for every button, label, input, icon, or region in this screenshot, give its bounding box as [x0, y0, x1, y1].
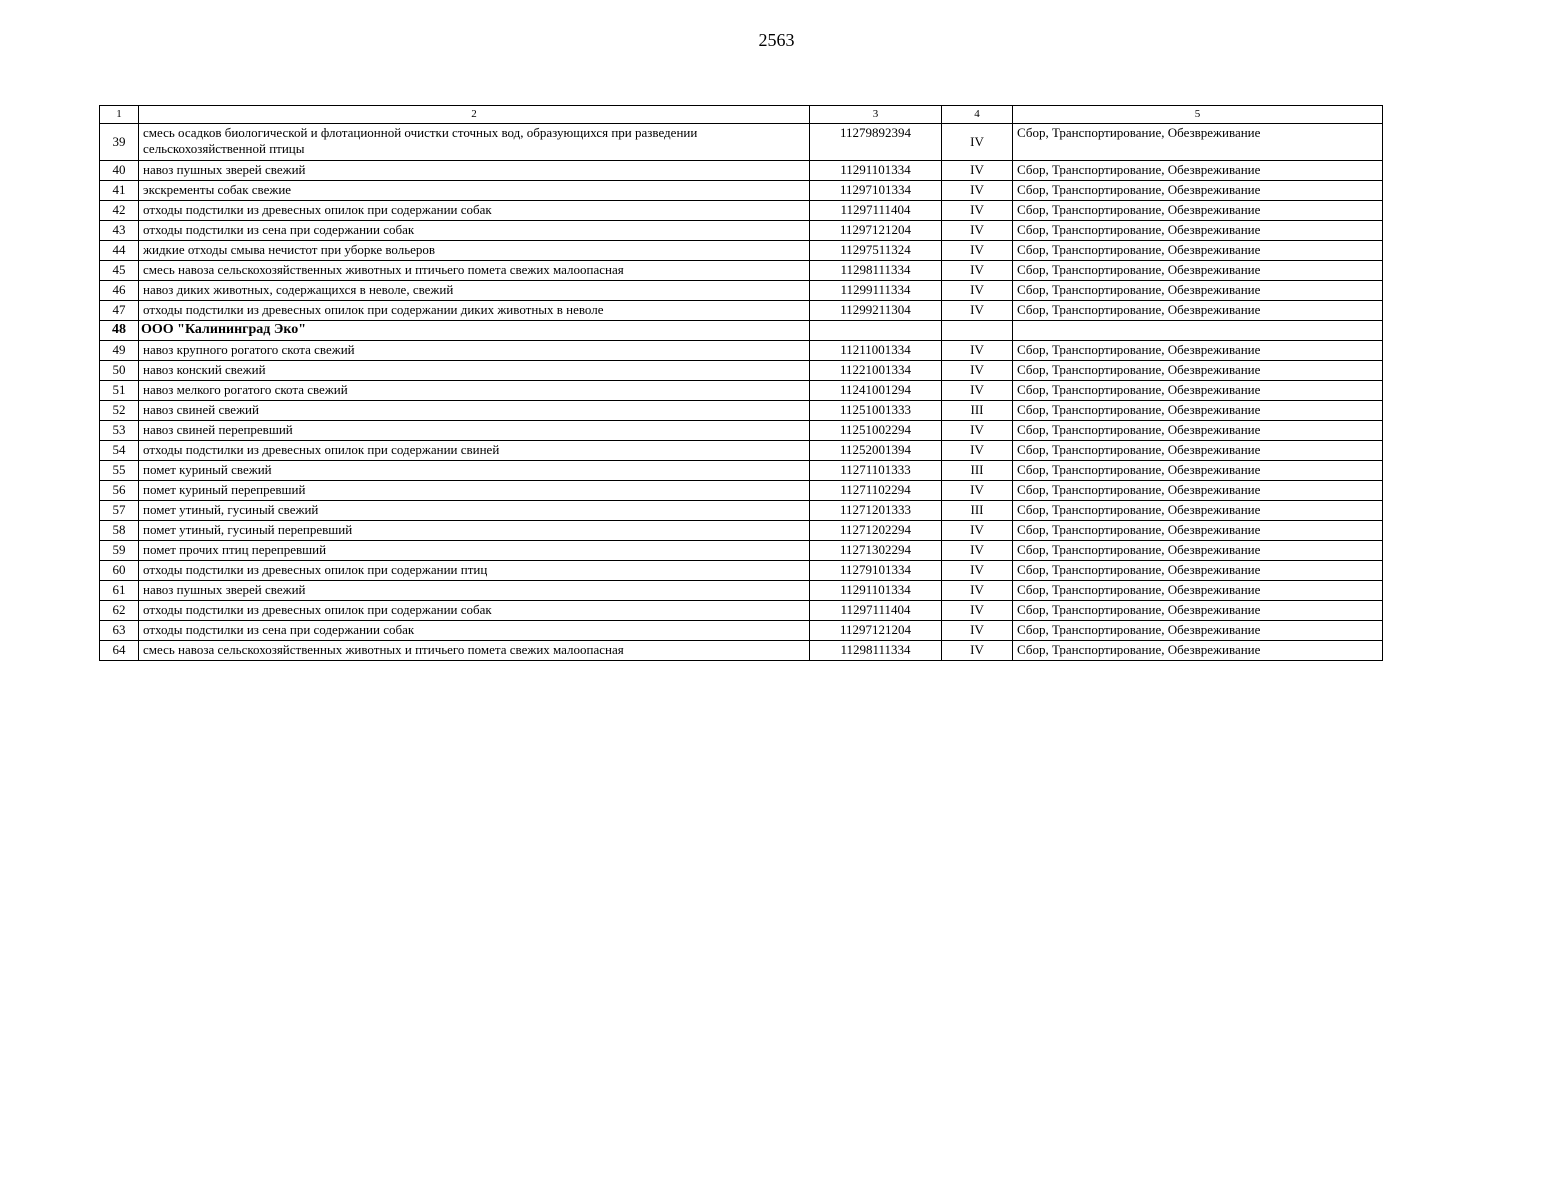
hazard-class-cell: III — [942, 501, 1013, 521]
row-number-cell: 45 — [100, 261, 139, 281]
hazard-class-cell: IV — [942, 581, 1013, 601]
table-row — [100, 561, 1383, 581]
hazard-class-cell: IV — [942, 381, 1013, 401]
row-number-cell: 44 — [100, 241, 139, 261]
waste-name-cell: отходы подстилки из древесных опилок при содержании собак — [139, 601, 810, 621]
fkko-code-cell: 11279101334 — [810, 561, 942, 581]
fkko-code-cell: 11251002294 — [810, 421, 942, 441]
table-row — [100, 161, 1383, 181]
operations-cell: Сбор, Транспортирование, Обезвреживание — [1013, 401, 1383, 421]
row-number-cell: 46 — [100, 281, 139, 301]
table-row — [100, 401, 1383, 421]
table-row — [100, 461, 1383, 481]
waste-name-cell: навоз конский свежий — [139, 361, 810, 381]
waste-name-cell: навоз свиней перепревший — [139, 421, 810, 441]
waste-name-cell: помет прочих птиц перепревший — [139, 541, 810, 561]
hazard-class-cell: IV — [942, 521, 1013, 541]
waste-name-cell: отходы подстилки из сена при содержании собак — [139, 621, 810, 641]
row-number-cell: 64 — [100, 641, 139, 661]
fkko-code-cell: 11271101333 — [810, 461, 942, 481]
table-body — [100, 106, 1383, 661]
operations-cell: Сбор, Транспортирование, Обезвреживание — [1013, 481, 1383, 501]
table-row — [100, 181, 1383, 201]
hazard-class-cell — [942, 321, 1013, 341]
fkko-code-cell: 11241001294 — [810, 381, 942, 401]
fkko-code-cell: 11297121204 — [810, 621, 942, 641]
fkko-code-cell — [810, 321, 942, 341]
hazard-class-cell: IV — [942, 301, 1013, 321]
row-number-cell: 39 — [100, 124, 139, 161]
waste-name-cell: помет утиный, гусиный свежий — [139, 501, 810, 521]
hazard-class-cell: IV — [942, 481, 1013, 501]
row-number-cell: 59 — [100, 541, 139, 561]
table-row — [100, 621, 1383, 641]
hazard-class-cell: IV — [942, 541, 1013, 561]
row-number-cell: 42 — [100, 201, 139, 221]
row-number-cell: 49 — [100, 341, 139, 361]
waste-name-cell: экскременты собак свежие — [139, 181, 810, 201]
hazard-class-cell: IV — [942, 201, 1013, 221]
row-number-cell: 50 — [100, 361, 139, 381]
operations-cell: Сбор, Транспортирование, Обезвреживание — [1013, 381, 1383, 401]
fkko-code-cell: 11297111404 — [810, 201, 942, 221]
fkko-code-cell: 11252001394 — [810, 441, 942, 461]
fkko-code-cell: 11271102294 — [810, 481, 942, 501]
page-number: 2563 — [758, 30, 795, 50]
fkko-code-cell: 11251001333 — [810, 401, 942, 421]
waste-name-cell: жидкие отходы смыва нечистот при уборке вольеров — [139, 241, 810, 261]
fkko-code-cell: 11271201333 — [810, 501, 942, 521]
fkko-code-cell: 11271302294 — [810, 541, 942, 561]
table-row — [100, 261, 1383, 281]
row-number-cell: 62 — [100, 601, 139, 621]
waste-name-cell: навоз мелкого рогатого скота свежий — [139, 381, 810, 401]
operations-cell: Сбор, Транспортирование, Обезвреживание — [1013, 441, 1383, 461]
operations-cell: Сбор, Транспортирование, Обезвреживание — [1013, 241, 1383, 261]
hazard-class-cell: IV — [942, 241, 1013, 261]
row-number-cell: 56 — [100, 481, 139, 501]
table-row — [100, 361, 1383, 381]
row-number-cell: 51 — [100, 381, 139, 401]
waste-name-cell: отходы подстилки из сена при содержании собак — [139, 221, 810, 241]
fkko-code-cell: 11271202294 — [810, 521, 942, 541]
table-row — [100, 601, 1383, 621]
operations-cell: Сбор, Транспортирование, Обезвреживание — [1013, 541, 1383, 561]
hazard-class-cell: IV — [942, 621, 1013, 641]
operations-cell: Сбор, Транспортирование, Обезвреживание — [1013, 181, 1383, 201]
row-number-cell: 60 — [100, 561, 139, 581]
hazard-class-cell: IV — [942, 561, 1013, 581]
waste-name-cell: ООО "Калининград Эко" — [139, 321, 810, 341]
waste-name-cell: отходы подстилки из древесных опилок при содержании свиней — [139, 441, 810, 461]
hazard-class-cell: IV — [942, 601, 1013, 621]
waste-table — [99, 105, 1383, 661]
fkko-code-cell: 11297101334 — [810, 181, 942, 201]
hazard-class-cell: IV — [942, 124, 1013, 161]
operations-cell: Сбор, Транспортирование, Обезвреживание — [1013, 281, 1383, 301]
fkko-code-cell: 11291101334 — [810, 581, 942, 601]
operations-cell: Сбор, Транспортирование, Обезвреживание — [1013, 521, 1383, 541]
waste-name-cell: навоз пушных зверей свежий — [139, 581, 810, 601]
row-number-cell: 54 — [100, 441, 139, 461]
operations-cell: Сбор, Транспортирование, Обезвреживание — [1013, 561, 1383, 581]
waste-name-cell: навоз крупного рогатого скота свежий — [139, 341, 810, 361]
fkko-code-cell: 11291101334 — [810, 161, 942, 181]
operations-cell: Сбор, Транспортирование, Обезвреживание — [1013, 621, 1383, 641]
fkko-code-cell: 11298111334 — [810, 641, 942, 661]
fkko-code-cell: 11297111404 — [810, 601, 942, 621]
waste-name-cell: навоз пушных зверей свежий — [139, 161, 810, 181]
hazard-class-cell: IV — [942, 361, 1013, 381]
table-row — [100, 441, 1383, 461]
hazard-class-cell: IV — [942, 221, 1013, 241]
table-row — [100, 421, 1383, 441]
column-header-1: 1 — [100, 106, 139, 124]
table-row — [100, 641, 1383, 661]
fkko-code-cell: 11297511324 — [810, 241, 942, 261]
hazard-class-cell: IV — [942, 341, 1013, 361]
waste-name-cell: навоз диких животных, содержащихся в неволе, свежий — [139, 281, 810, 301]
row-number-cell: 43 — [100, 221, 139, 241]
row-number-cell: 57 — [100, 501, 139, 521]
operations-cell: Сбор, Транспортирование, Обезвреживание — [1013, 601, 1383, 621]
table-row — [100, 581, 1383, 601]
hazard-class-cell: III — [942, 401, 1013, 421]
waste-name-cell: отходы подстилки из древесных опилок при содержании диких животных в неволе — [139, 301, 810, 321]
hazard-class-cell: III — [942, 461, 1013, 481]
organization-row — [100, 321, 1383, 341]
operations-cell: Сбор, Транспортирование, Обезвреживание — [1013, 461, 1383, 481]
table-row — [100, 124, 1383, 161]
operations-cell: Сбор, Транспортирование, Обезвреживание — [1013, 124, 1383, 161]
hazard-class-cell: IV — [942, 281, 1013, 301]
table-row — [100, 341, 1383, 361]
waste-name-cell: навоз свиней свежий — [139, 401, 810, 421]
table-row — [100, 241, 1383, 261]
row-number-cell: 52 — [100, 401, 139, 421]
fkko-code-cell: 11298111334 — [810, 261, 942, 281]
table-row — [100, 201, 1383, 221]
table-row — [100, 301, 1383, 321]
row-number-cell: 41 — [100, 181, 139, 201]
table-row — [100, 541, 1383, 561]
row-number-cell: 58 — [100, 521, 139, 541]
waste-name-cell: смесь осадков биологической и флотационной очистки сточных вод, образующихся при разведении сельскохозяйственной птицы — [139, 124, 810, 161]
waste-name-cell: смесь навоза сельскохозяйственных животных и птичьего помета свежих малоопасная — [139, 261, 810, 281]
table-row — [100, 501, 1383, 521]
hazard-class-cell: IV — [942, 261, 1013, 281]
operations-cell: Сбор, Транспортирование, Обезвреживание — [1013, 341, 1383, 361]
operations-cell: Сбор, Транспортирование, Обезвреживание — [1013, 421, 1383, 441]
fkko-code-cell: 11211001334 — [810, 341, 942, 361]
hazard-class-cell: IV — [942, 641, 1013, 661]
operations-cell: Сбор, Транспортирование, Обезвреживание — [1013, 261, 1383, 281]
table-row — [100, 381, 1383, 401]
column-header-2: 2 — [139, 106, 810, 124]
operations-cell: Сбор, Транспортирование, Обезвреживание — [1013, 221, 1383, 241]
operations-cell: Сбор, Транспортирование, Обезвреживание — [1013, 501, 1383, 521]
column-header-4: 4 — [942, 106, 1013, 124]
table-row — [100, 481, 1383, 501]
operations-cell: Сбор, Транспортирование, Обезвреживание — [1013, 361, 1383, 381]
waste-name-cell: отходы подстилки из древесных опилок при содержании птиц — [139, 561, 810, 581]
hazard-class-cell: IV — [942, 161, 1013, 181]
operations-cell: Сбор, Транспортирование, Обезвреживание — [1013, 581, 1383, 601]
row-number-cell: 48 — [100, 321, 139, 341]
table-row — [100, 221, 1383, 241]
table-row — [100, 281, 1383, 301]
operations-cell — [1013, 321, 1383, 341]
row-number-cell: 53 — [100, 421, 139, 441]
table-row — [100, 521, 1383, 541]
operations-cell: Сбор, Транспортирование, Обезвреживание — [1013, 641, 1383, 661]
fkko-code-cell: 11221001334 — [810, 361, 942, 381]
waste-name-cell: смесь навоза сельскохозяйственных животных и птичьего помета свежих малоопасная — [139, 641, 810, 661]
column-header-3: 3 — [810, 106, 942, 124]
row-number-cell: 47 — [100, 301, 139, 321]
fkko-code-cell: 11279892394 — [810, 124, 942, 161]
table-header-row — [100, 106, 1383, 124]
row-number-cell: 55 — [100, 461, 139, 481]
column-header-5: 5 — [1013, 106, 1383, 124]
row-number-cell: 63 — [100, 621, 139, 641]
operations-cell: Сбор, Транспортирование, Обезвреживание — [1013, 301, 1383, 321]
row-number-cell: 40 — [100, 161, 139, 181]
fkko-code-cell: 11297121204 — [810, 221, 942, 241]
fkko-code-cell: 11299111334 — [810, 281, 942, 301]
operations-cell: Сбор, Транспортирование, Обезвреживание — [1013, 201, 1383, 221]
waste-name-cell: помет утиный, гусиный перепревший — [139, 521, 810, 541]
hazard-class-cell: IV — [942, 441, 1013, 461]
waste-name-cell: помет куриный свежий — [139, 461, 810, 481]
operations-cell: Сбор, Транспортирование, Обезвреживание — [1013, 161, 1383, 181]
waste-name-cell: отходы подстилки из древесных опилок при содержании собак — [139, 201, 810, 221]
hazard-class-cell: IV — [942, 421, 1013, 441]
hazard-class-cell: IV — [942, 181, 1013, 201]
fkko-code-cell: 11299211304 — [810, 301, 942, 321]
waste-name-cell: помет куриный перепревший — [139, 481, 810, 501]
row-number-cell: 61 — [100, 581, 139, 601]
